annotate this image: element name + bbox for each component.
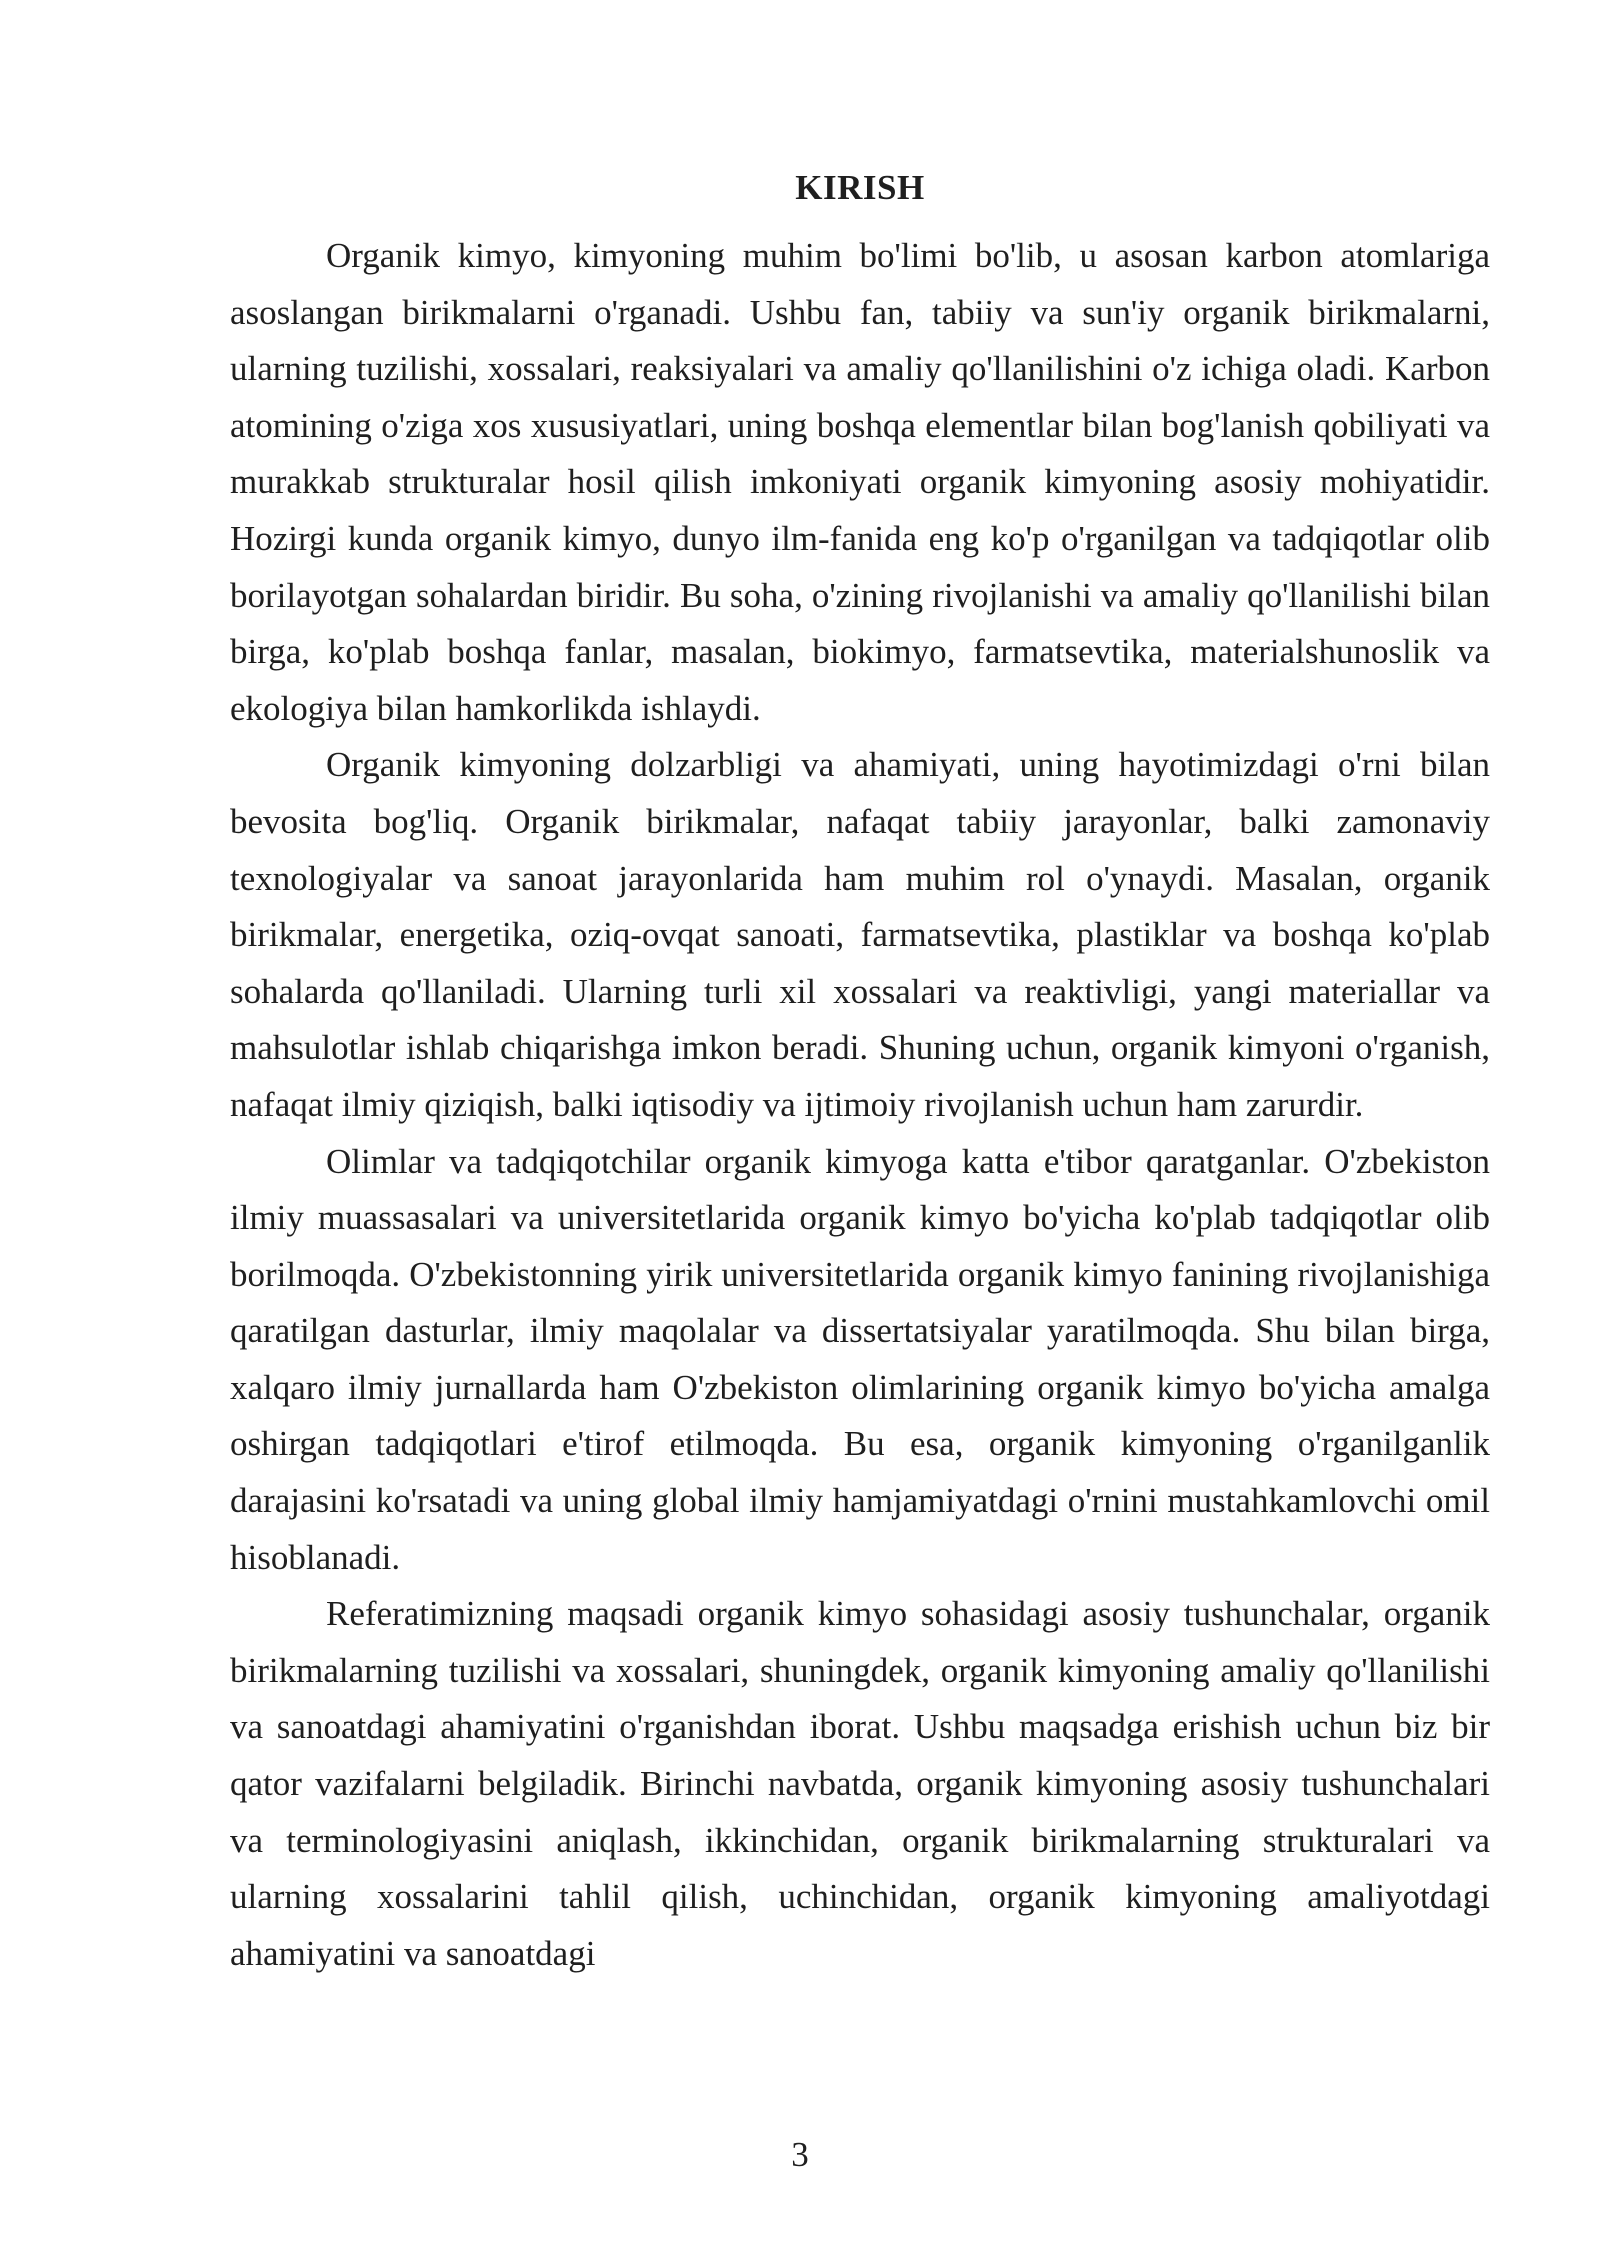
paragraph-1: Organik kimyo, kimyoning muhim bo'limi bo'lib, u asosan karbon atomlariga asoslangan birikmalarni o'rganadi. Ushbu fan, tabiiy va sun'iy organik birikmalarni, ularning tuzilishi, xossalari, reaksiyalari va amaliy qo'llanilishini o'z ichiga oladi. Karbon atomining o'ziga xos xususiyatlari, uning boshqa elementlar bilan bog'lanish qobiliyati va murakkab strukturalar hosil qilish imkoniyati organik kimyoning asosiy mohiyatidir. Hozirgi kunda organik kimyo, dunyo ilm-fanida eng ko'p o'rganilgan va tadqiqotlar olib borilayotgan sohalardan biridir. Bu soha, o'zining rivojlanishi va amaliy qo'llanilishi bilan birga, ko'plab boshqa fanlar, masalan, biokimyo, farmatsevtika, materialshunoslik va ekologiya bilan hamkorlikda ishlaydi. xyxy=(230,236,1490,728)
paragraph-4: Referatimizning maqsadi organik kimyo sohasidagi asosiy tushunchalar, organik birikmalarning tuzilishi va xossalari, shuningdek, organik kimyoning amaliy qo'llanilishi va sanoatdagi ahamiyatini o'rganishdan iborat. Ushbu maqsadga erishish uchun biz bir qator vazifalarni belgiladik. Birinchi navbatda, organik kimyoning asosiy tushunchalari va terminologiyasini aniqlash, ikkinchidan, organik birikmalarning strukturalari va ularning xossalarini tahlil qilish, uchinchidan, organik kimyoning amaliyotdagi ahamiyatini va sanoatdagi xyxy=(230,1594,1490,1973)
page-number: 3 xyxy=(791,2135,809,2174)
section-title: KIRISH xyxy=(795,168,925,207)
paragraph-2: Organik kimyoning dolzarbligi va ahamiyati, uning hayotimizdagi o'rni bilan bevosita bog'liq. Organik birikmalar, nafaqat tabiiy jarayonlar, balki zamonaviy texnologiyalar va sanoat jarayonlarida ham muhim rol o'ynaydi. Masalan, organik birikmalar, energetika, oziq-ovqat sanoati, farmatsevtika, plastiklar va boshqa ko'plab sohalarda qo'llaniladi. Ularning turli xil xossalari va reaktivligi, yangi materiallar va mahsulotlar ishlab chiqarishga imkon beradi. Shuning uchun, organik kimyoni o'rganish, nafaqat ilmiy qiziqish, balki iqtisodiy va ijtimoiy rivojlanish uchun ham zarurdir. xyxy=(230,745,1490,1124)
page-content xyxy=(230,160,1490,1982)
paragraph-3: Olimlar va tadqiqotchilar organik kimyoga katta e'tibor qaratganlar. O'zbekiston ilmiy muassasalari va universitetlarida organik kimyo bo'yicha ko'plab tadqiqotlar olib borilmoqda. O'zbekistonning yirik universitetlarida organik kimyo fanining rivojlanishiga qaratilgan dasturlar, ilmiy maqolalar va dissertatsiyalar yaratilmoqda. Shu bilan birga, xalqaro ilmiy jurnallarda ham O'zbekiston olimlarining organik kimyo bo'yicha amalga oshirgan tadqiqotlari e'tirof etilmoqda. Bu esa, organik kimyoning o'rganilganlik darajasini ko'rsatadi va uning global ilmiy hamjamiyatdagi o'rnini mustahkamlovchi omil hisoblanadi. xyxy=(230,1141,1490,1577)
